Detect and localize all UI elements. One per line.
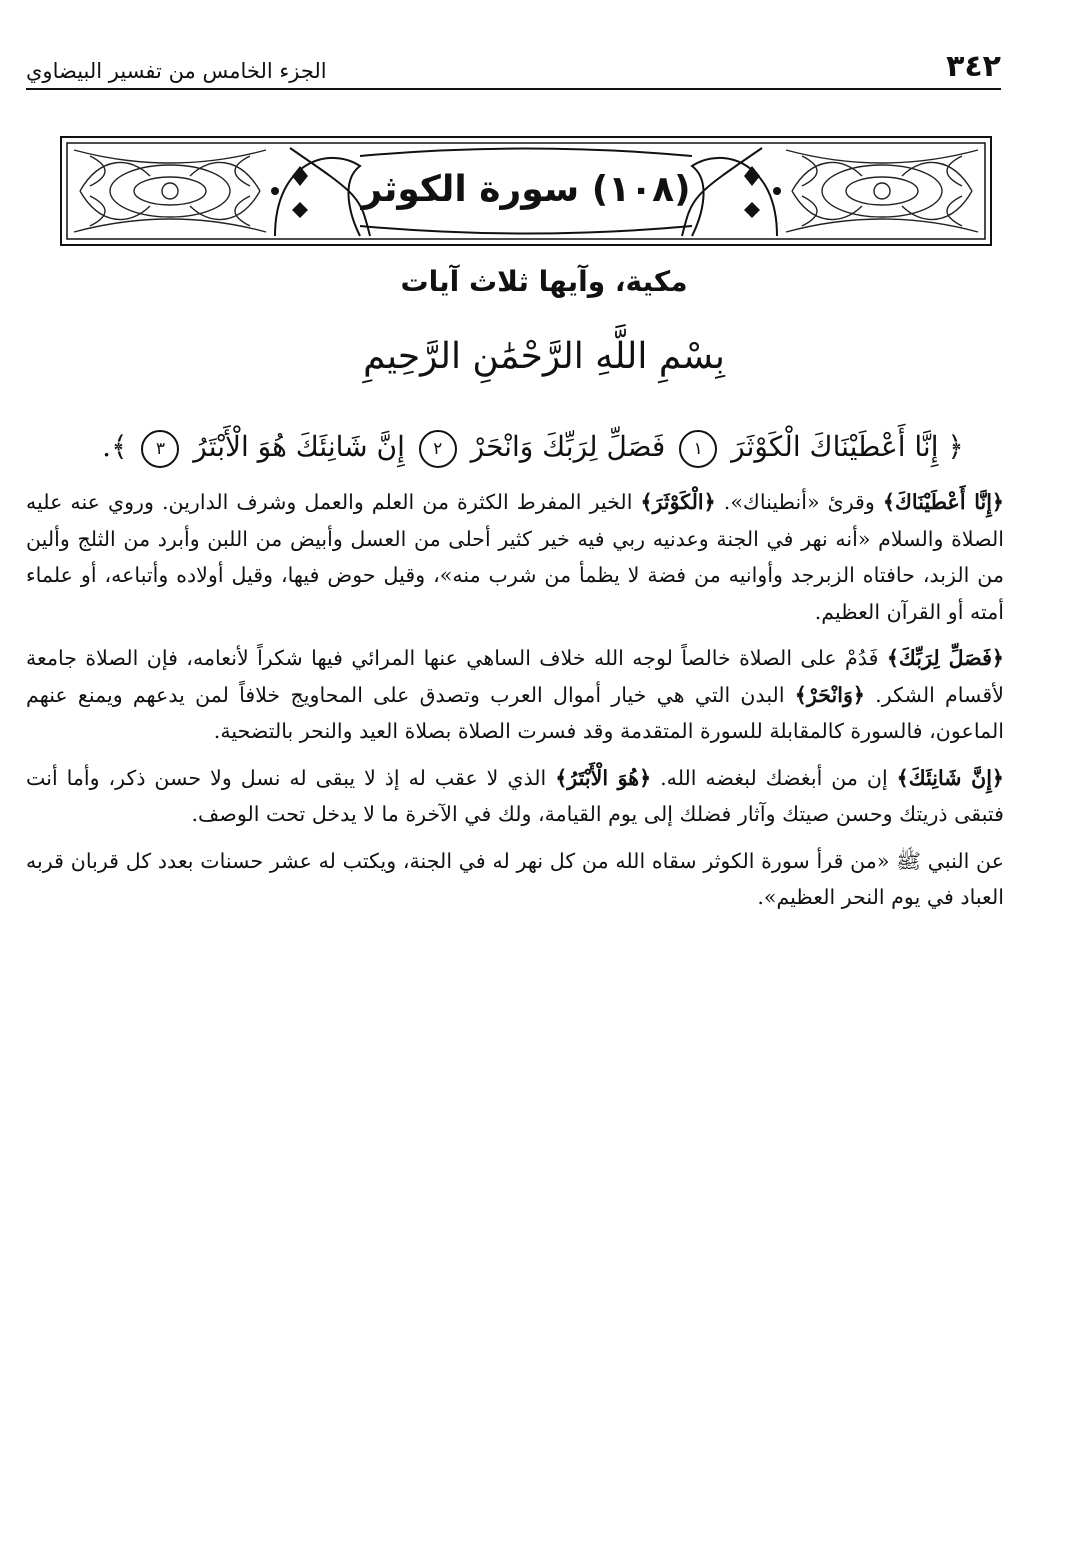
commentary-text: إن من أبغضك لبغضه الله. (651, 765, 897, 790)
surah-title: (١٠٨) سورة الكوثر (361, 168, 691, 210)
commentary-text: عن النبي ﷺ «من قرأ سورة الكوثر سقاه الله من كل نهر له في الجنة، ويكتب له عشر حسنات بعدد كل قربان قربه العباد في يوم النحر العظيم». (26, 848, 1004, 909)
page-header (26, 44, 1001, 90)
verses-close-bracket: ﴾. (102, 430, 128, 463)
verses-line (60, 424, 1006, 470)
basmala: بِسْمِ اللَّهِ الرَّحْمَٰنِ الرَّحِيمِ (363, 336, 725, 377)
commentary-paragraph (26, 640, 1004, 750)
verse-number-marker: ١ (679, 430, 717, 468)
commentary-paragraph (26, 843, 1004, 916)
verse-text: إِنَّ شَانِئَكَ هُوَ الْأَبْتَرُ (193, 430, 405, 463)
quoted-phrase: ﴿هُوَ الْأَبْتَرُ﴾ (555, 765, 652, 790)
verses-open-bracket: ﴿ (947, 430, 964, 463)
commentary-text: وقرئ «أنطيناك». (715, 490, 883, 514)
commentary-text: الذي لا عقب له إذ لا يبقى له نسل ولا حسن ذكر، وأما أنت فتبقى ذريتك وحسن صيتك وآثار فضلك إلى يوم القيامة، ولك في الآخرة ما لا يدخل تحت الوصف. (26, 765, 1004, 826)
verse-text: إِنَّا أَعْطَيْنَاكَ الْكَوْثَرَ (731, 430, 939, 463)
page-number: ٣٤٢ (946, 49, 1001, 84)
quoted-phrase: ﴿إِنَّا أَعْطَيْنَاكَ﴾ (882, 490, 1004, 514)
verse-number-marker: ٢ (419, 430, 457, 468)
running-title: الجزء الخامس من تفسير البيضاوي (26, 59, 327, 83)
quoted-phrase: ﴿الْكَوْثَرَ﴾ (640, 490, 716, 514)
surah-subtitle: مكية، وآيها ثلاث آيات (400, 265, 688, 298)
verse-number-marker: ٣ (141, 430, 179, 468)
verse-text: فَصَلِّ لِرَبِّكَ وَانْحَرْ (470, 430, 666, 463)
quoted-phrase: ﴿وَانْحَرْ﴾ (794, 682, 865, 707)
commentary-text: البدن التي هي خيار أموال العرب وتصدق على المحاويج خلافاً لمن يدعهم ويمنع عنهم الماعون، فالسورة كالمقابلة للسورة المتقدمة وقد فسرت الصلاة بصلاة العيد والنحر بالتضحية. (26, 682, 1004, 743)
quoted-phrase: ﴿إِنَّ شَانِئَكَ﴾ (896, 765, 1005, 790)
commentary-text: الخير المفرط الكثرة من العلم والعمل وشرف الدارين. وروي عنه عليه الصلاة والسلام «أنه نهر في الجنة وعدنيه ربي فيه خير كثير أحلى من العسل وأبيض من اللبن وأبرد من الثلج وألين من الزبد، حافتاه الزبرجد وأوانيه من فضة لا يظمأ من شرب منه»، وقيل حوض فيها، وقيل أولاده وأتباعه، أو علماء أمته أو القرآن العظيم. (26, 490, 1004, 624)
commentary-paragraph (26, 484, 1004, 630)
commentary (26, 484, 1004, 926)
quoted-phrase: ﴿فَصَلِّ لِرَبِّكَ﴾ (886, 646, 1004, 670)
commentary-text: فَدُمْ على الصلاة خالصاً لوجه الله خلاف الساهي عنها المرائي فيها شكراً لأنعامه، فإن الصلاة جامعة لأقسام الشكر. (26, 646, 1005, 707)
surah-banner (60, 136, 992, 246)
commentary-paragraph (26, 760, 1004, 833)
